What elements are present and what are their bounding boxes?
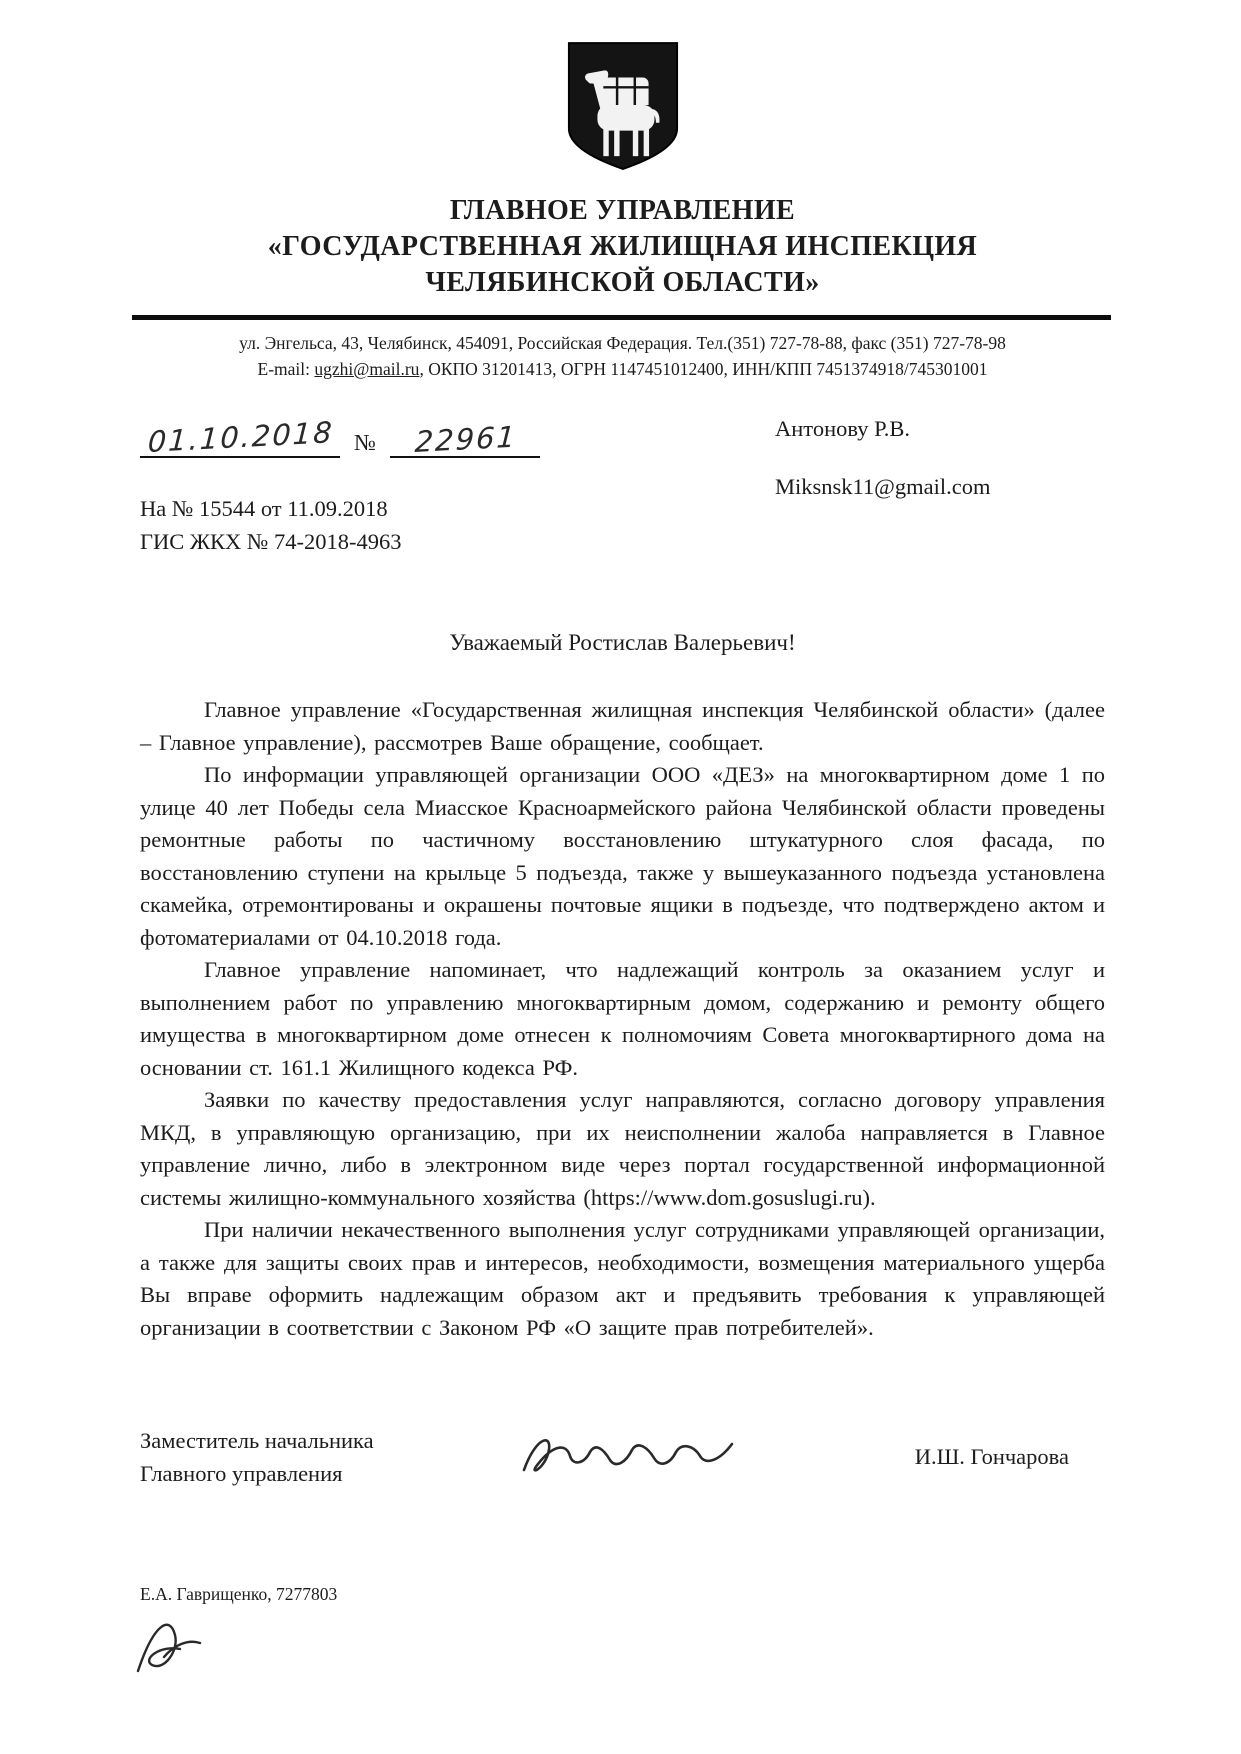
outgoing-date-field (140, 415, 340, 459)
recipient-email: Miksnsk11@gmail.com (775, 474, 991, 499)
camel-shield-emblem-icon (564, 40, 682, 172)
gis-zhkh-line: ГИС ЖКХ № 74-2018-4963 (140, 529, 402, 554)
address-line2-suffix: , ОКПО 31201413, ОГРН 1147451012400, ИНН/КПП 7451374918/745301001 (419, 359, 988, 379)
handwritten-number: 22961 (413, 419, 518, 459)
recipient-block (775, 412, 1105, 558)
body-paragraph: Главное управление «Государственная жилищная инспекция Челябинской области» (далее – Главное управление), рассмотрев Ваше обращение, сообщает. (140, 697, 1105, 755)
signature-row (140, 1422, 1105, 1492)
recipient-name: Антонову Р.В. (775, 416, 911, 441)
body-paragraph: По информации управляющей организации ООО «ДЕЗ» на многоквартирном доме 1 по улице 40 лет Победы села Миасское Красноармейского района Челябинской области проведены ремонтные работы по частичному восстановлению штукатурного слоя фасада, по восстановлению ступени на крыльце 5 подъезда, также у вышеуказанного подъезда установлена скамейка, отремонтированы и окрашены почтовые ящики в подъезде, что подтверждено актом и фотоматериалами от 04.10.2018 года. (140, 762, 1105, 950)
org-title-line1: ГЛАВНОЕ УПРАВЛЕНИЕ (449, 195, 796, 226)
body-paragraph: Заявки по качеству предоставления услуг направляются, согласно договору управления МКД, в управляющую организацию, при их неисполнении жалоба направляется в Главное управление лично, либо в электронном виде через портал государственной информационной системы жилищно-коммунального хозяйства (https://www.dom.gosuslugi.ru). (140, 1087, 1105, 1210)
letterhead-address (140, 330, 1105, 382)
date-number-line (140, 412, 700, 458)
body-paragraph: Главное управление напоминает, что надлежащий контроль за оказанием услуг и выполнением работ по управлению многоквартирным домом, содержанию и ремонту общего имущества в многоквартирном доме отнесен к полномочиям Совета многоквартирного дома на основании ст. 161.1 Жилищного кодекса РФ. (140, 957, 1105, 1080)
handwritten-date: 01.10.2018 (146, 415, 335, 459)
address-line2 (140, 356, 1105, 382)
signer-position-line1: Заместитель начальника (140, 1428, 374, 1453)
reference-line: На № 15544 от 11.09.2018 (140, 496, 388, 521)
meta-row (140, 412, 1105, 558)
signer-position-line2: Главного управления (140, 1461, 343, 1486)
org-title-line2: «ГОСУДАРСТВЕННАЯ ЖИЛИЩНАЯ ИНСПЕКЦИЯ (267, 231, 978, 262)
handwritten-signature-icon (514, 1422, 744, 1492)
executor-line: Е.А. Гаврищенко, 7277803 (140, 1584, 338, 1604)
letterhead-divider-rule (132, 315, 1111, 320)
signer-name: И.Ш. Гончарова (914, 1444, 1069, 1469)
address-line2-prefix: E-mail: (257, 359, 315, 379)
signer-position (140, 1424, 374, 1490)
number-sign-label: № (354, 430, 376, 455)
reference-block (140, 492, 700, 558)
emblem-container (140, 40, 1105, 177)
outgoing-number-field (390, 419, 540, 459)
handwritten-mark-icon (130, 1609, 210, 1681)
address-line1: ул. Энгельса, 43, Челябинск, 454091, Российская Федерация. Тел.(351) 727-78-88, факс (351) 727-78-98 (239, 333, 1006, 353)
org-title (140, 193, 1105, 301)
org-title-line3: ЧЕЛЯБИНСКОЙ ОБЛАСТИ» (425, 267, 820, 298)
body-paragraph: При наличии некачественного выполнения услуг сотрудниками управляющей организации, а также для защиты своих прав и интересов, необходимости, возмещения материального ущерба Вы вправе оформить надлежащим образом акт и предъявить требования к управляющей организации в соответствии с Законом РФ «О защите прав потребителей». (140, 1217, 1105, 1340)
meta-left-column (140, 412, 700, 558)
salutation: Уважаемый Ростислав Валерьевич! (449, 630, 796, 655)
executor-block (140, 1584, 1105, 1686)
letter-body (140, 694, 1105, 1344)
org-email-text: ugzhi@mail.ru (314, 359, 420, 379)
